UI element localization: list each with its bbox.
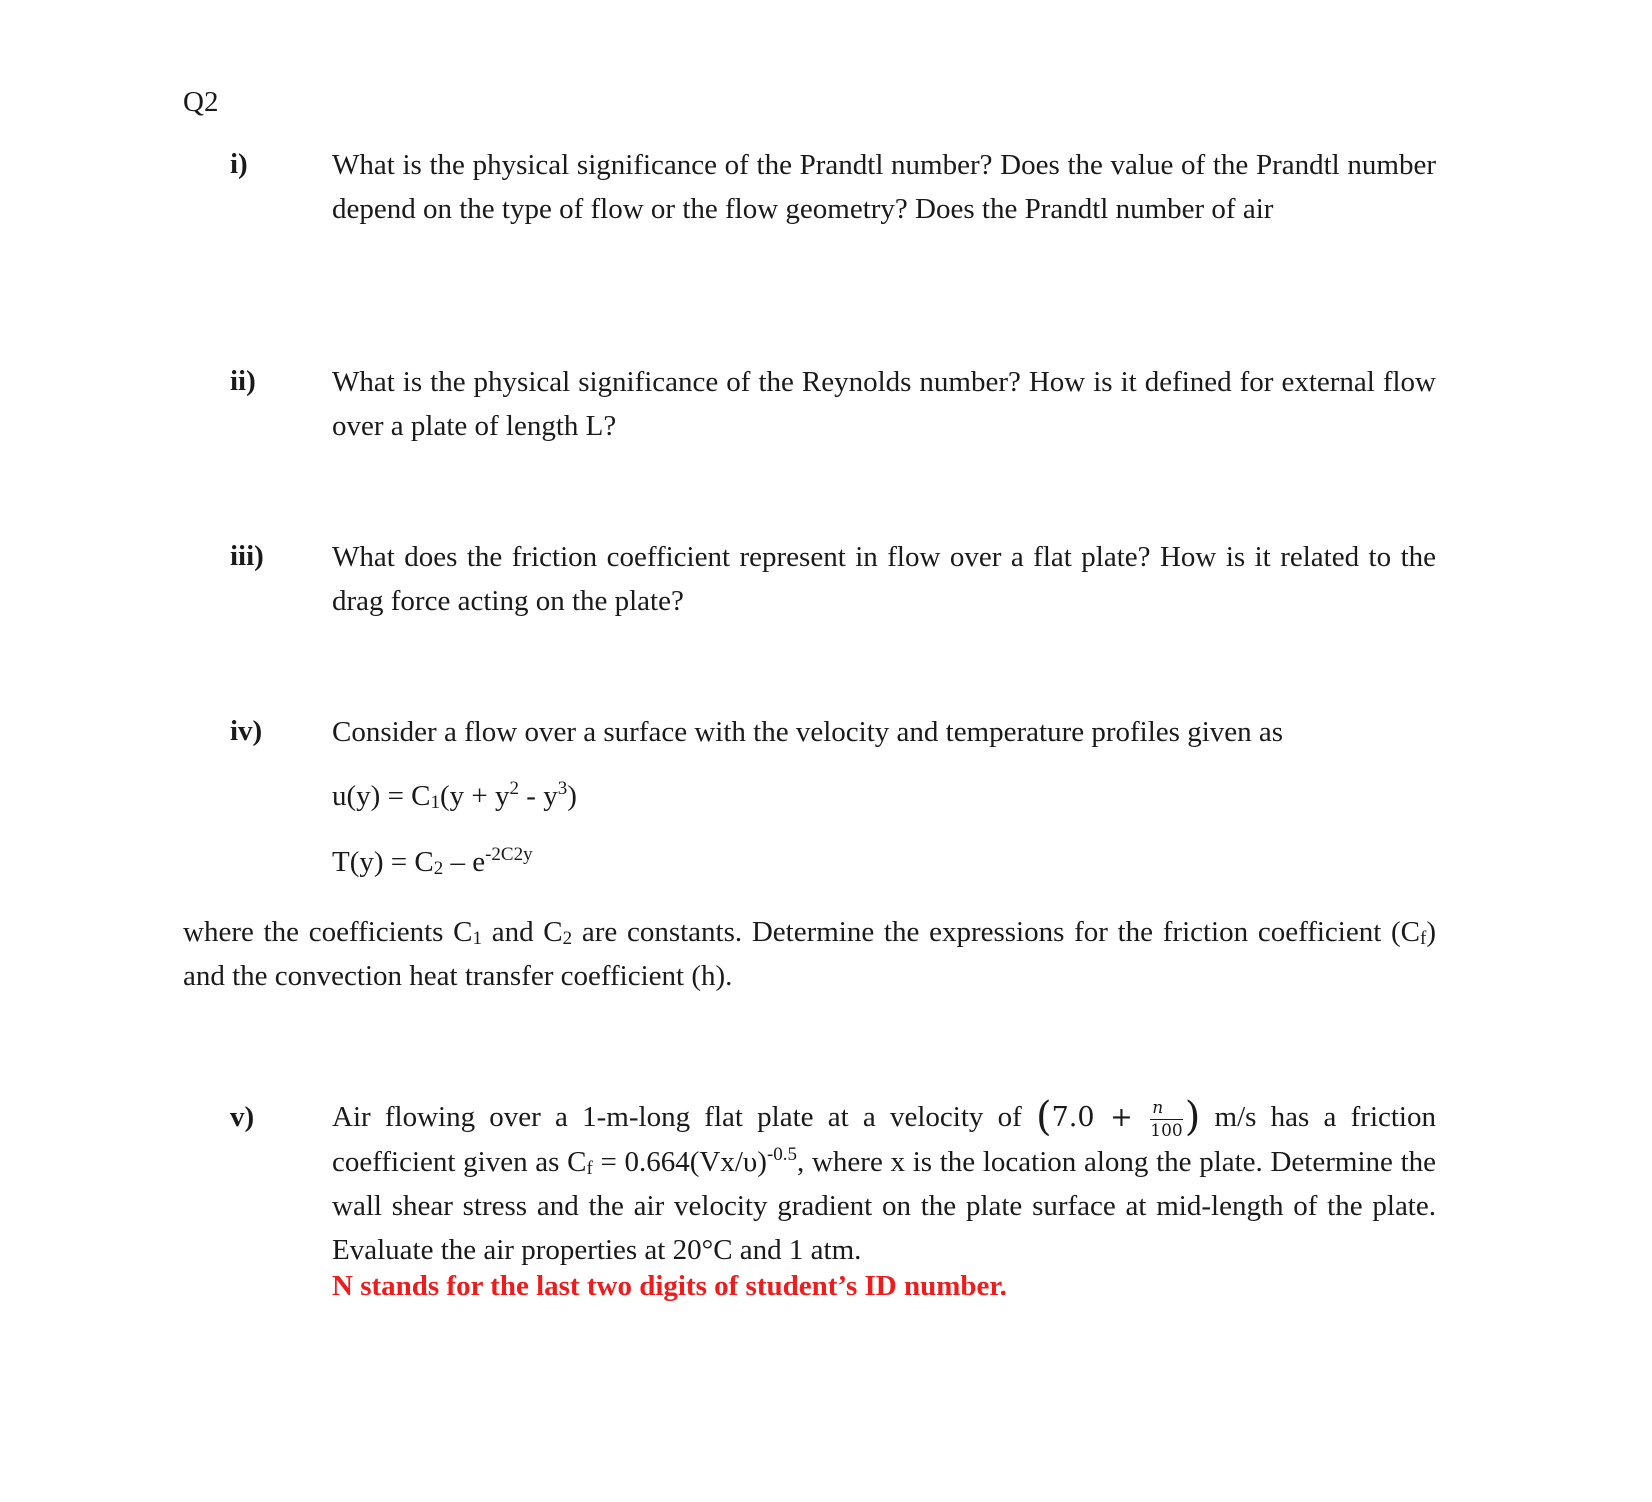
item-label-iv: iv) bbox=[230, 715, 263, 747]
item-iv-continuation: where the coefficients $C_1$ and $C_2$ are constants. Determine the expressions for the friction coefficient $(C_f)$ and the convection heat transfer coefficient (h). bbox=[183, 916, 1436, 992]
item-label-i: i) bbox=[230, 148, 248, 180]
item-text-iii: What does the friction coefficient represent in flow over a flat plate? How is it related to the drag force acting on the plate? bbox=[332, 541, 1436, 617]
question-number: Q2 bbox=[183, 86, 219, 118]
item-label-iii: iii) bbox=[230, 540, 264, 572]
student-id-note: N stands for the last two digits of student’s ID number. bbox=[332, 1270, 1007, 1302]
item-label-v: v) bbox=[230, 1101, 255, 1133]
item-text-v: Air flowing over a 1-m-long flat plate at a velocity of (7.0 + $\frac{n}{100}$ ) m/s has a friction coefficient given as $C_f = 0.664(Vx/\upsilon)^{-0.5}$, where x is the location along the plate. Determine the wall shear stress and the air velocity gradient on the plate surface at mid-length of the plate. Evaluate the air properties at 20°C and 1 atm. bbox=[332, 1094, 1436, 1266]
velocity-fraction: $\frac{n}{100}$ bbox=[1150, 1097, 1183, 1141]
temperature-profile-equation: $T(y) = C_2 - e^{-2C2y}$ bbox=[332, 844, 533, 879]
item-text-iv: Consider a flow over a surface with the velocity and temperature profiles given as bbox=[332, 716, 1284, 748]
item-text-i: What is the physical significance of the Prandtl number? Does the value of the Prandtl number depend on the type of flow or the flow geometry? Does the Prandtl number of air bbox=[332, 149, 1436, 225]
item-text-ii: What is the physical significance of the Reynolds number? How is it defined for external flow over a plate of length L? bbox=[332, 366, 1436, 442]
item-label-ii: ii) bbox=[230, 365, 256, 397]
velocity-profile-equation: $u(y) = C_1(y + y^2 - y^3)$ bbox=[332, 778, 577, 813]
